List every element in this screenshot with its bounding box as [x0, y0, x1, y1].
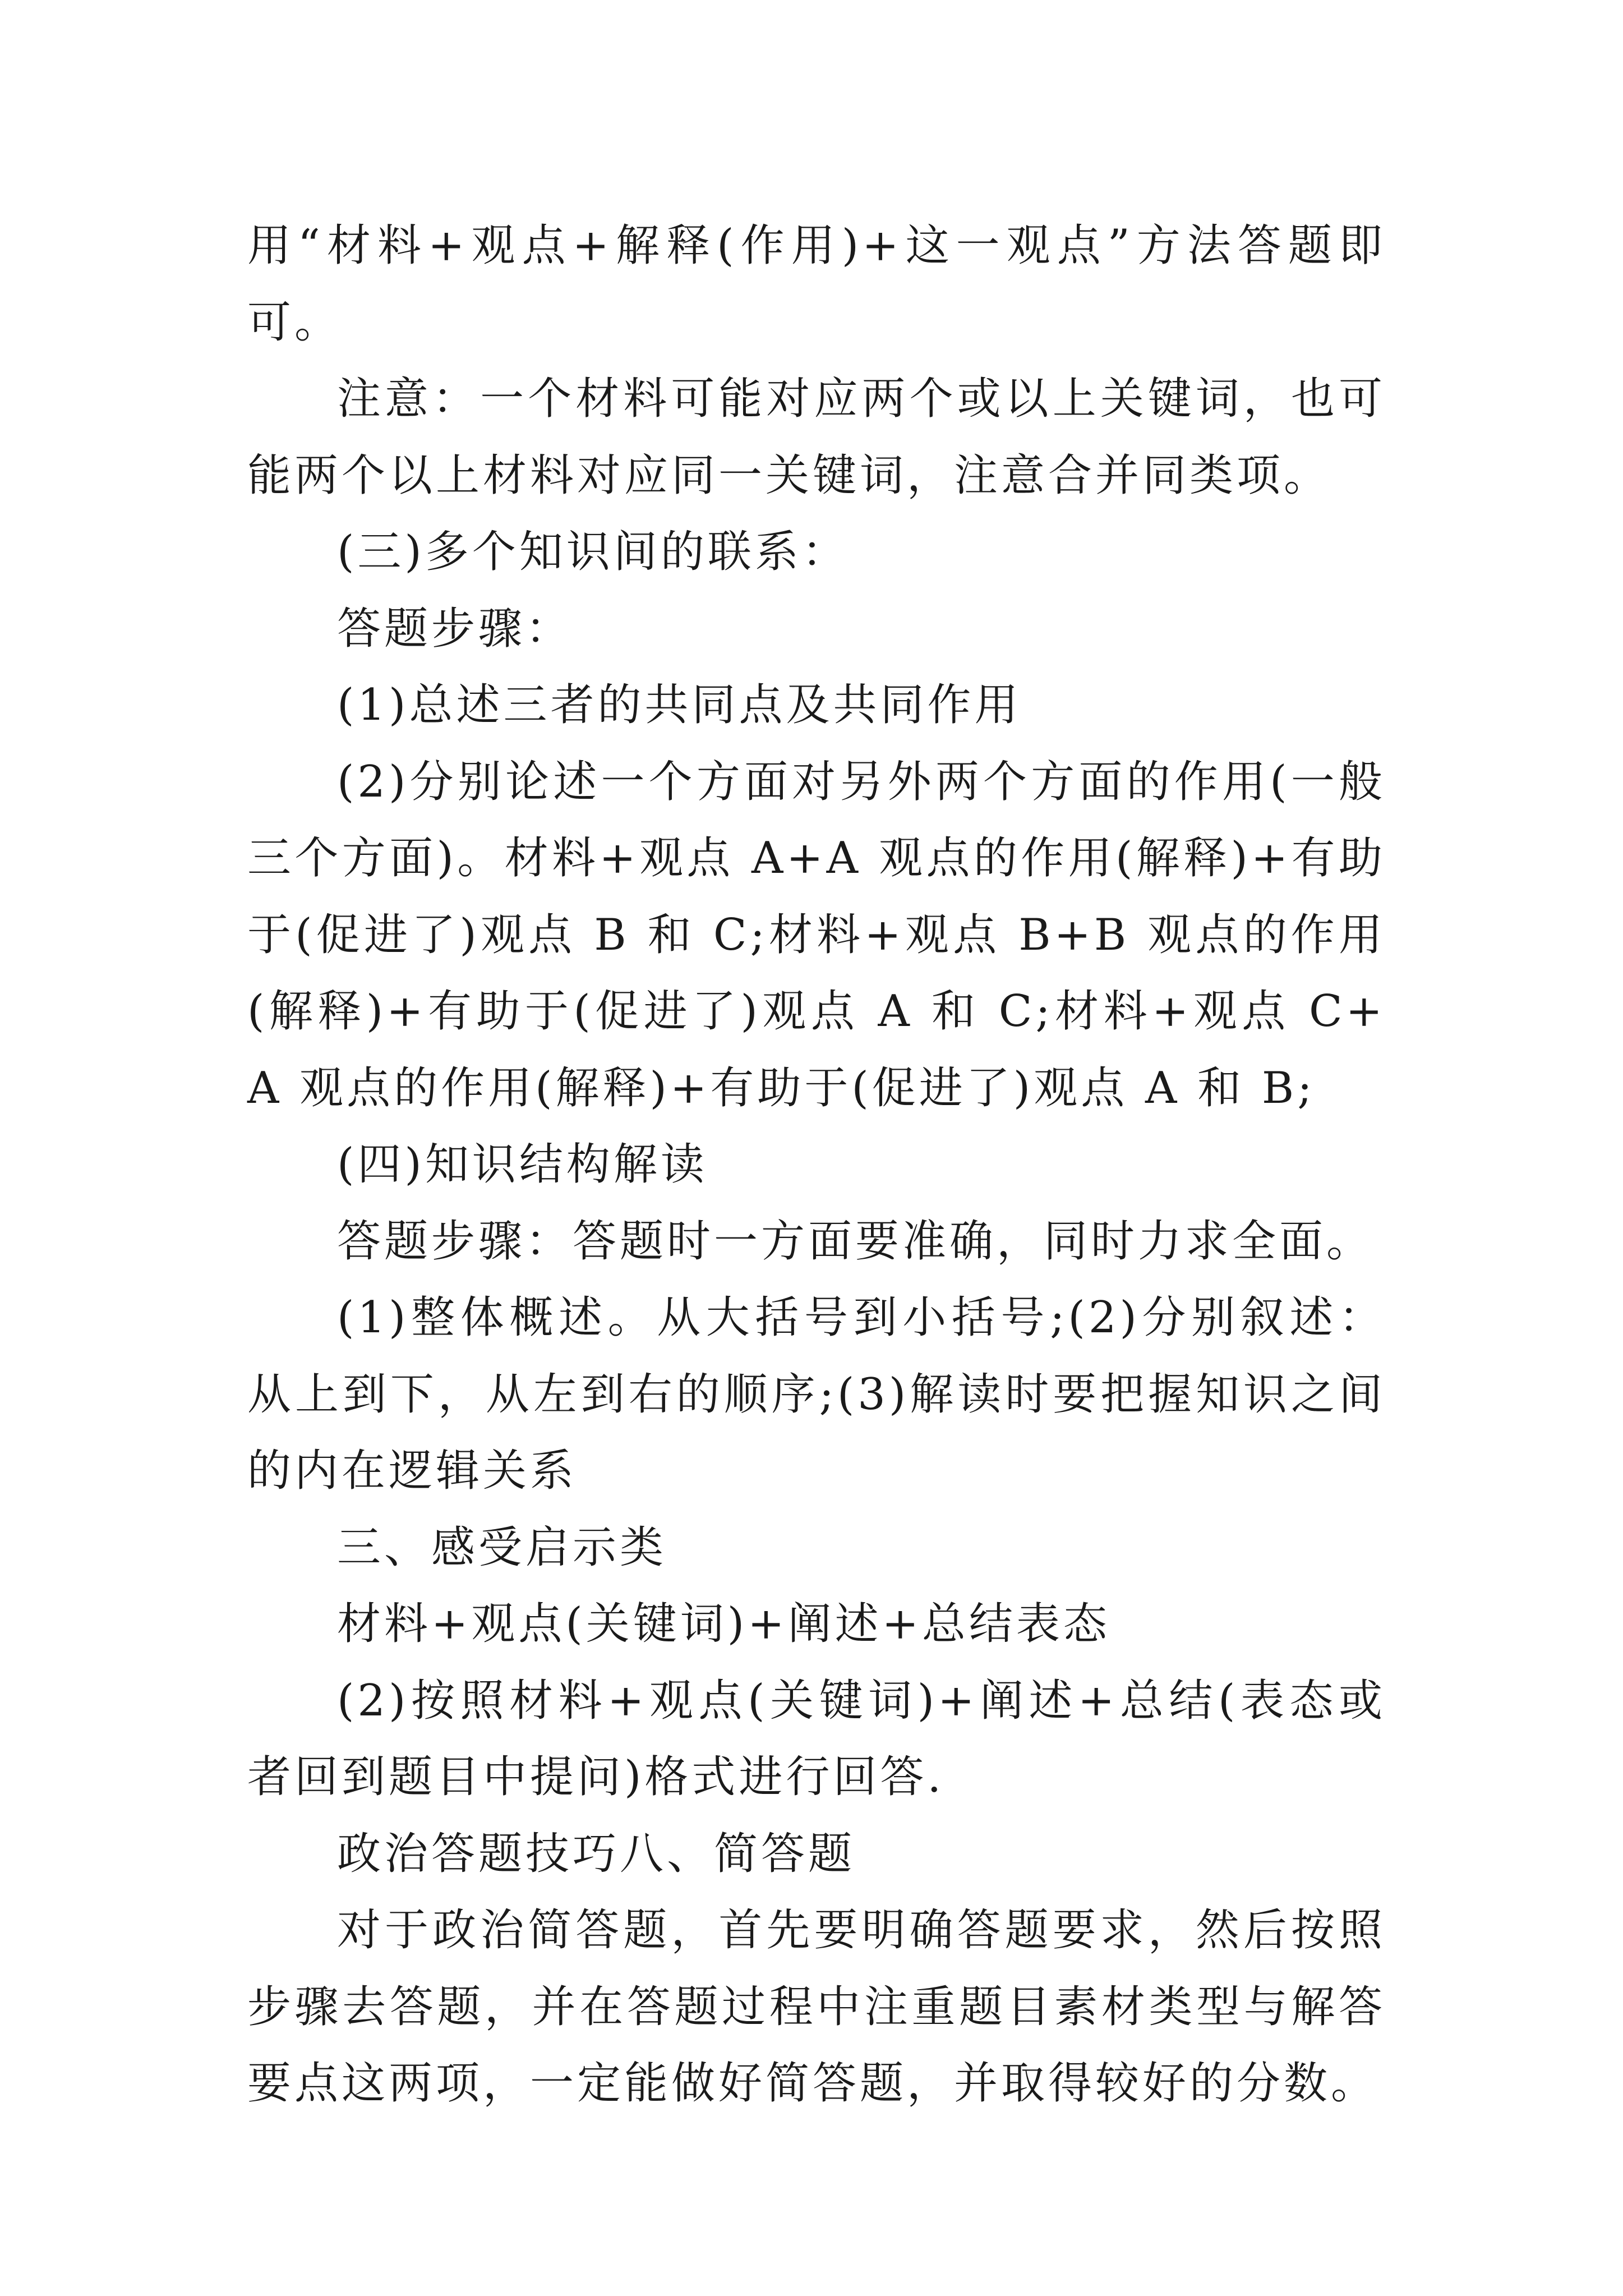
section-heading-3: (三)多个知识间的联系：	[337, 527, 849, 577]
document-body	[247, 208, 1386, 2122]
paragraph-11: 材料+观点(关键词)+阐述+总结表态	[337, 1599, 1110, 1649]
paragraph-1: 用“材料+观点+解释(作用)+这一观点”方法答题即可。	[247, 220, 1386, 348]
section-heading-8: 政治答题技巧八、简答题	[337, 1828, 856, 1879]
paragraph-8: 答题步骤：答题时一方面要准确，同时力求全面。	[337, 1216, 1374, 1267]
paragraph-12: (2)按照材料+观点(关键词)+阐述+总结(表态或者回到题目中提问)格式进行回答.	[247, 1675, 1386, 1802]
paragraph-6: (2)分别论述一个方面对另外两个方面的作用(一般三个方面)。材料+观点 A+A 观点的作用(解释)+有助于(促进了)观点 B 和 C;材料+观点 B+B 观点的作用(解释)+有助于(促进了)观点 A 和 C;材料+观点 C+A 观点的作用(解释)+有助于(促进了)观点 A 和 B;	[247, 756, 1386, 1114]
paragraph-4: 答题步骤：	[337, 603, 573, 654]
section-heading-3-category: 三、感受启示类	[337, 1522, 667, 1573]
paragraph-5: (1)总述三者的共同点及共同作用	[337, 680, 1022, 730]
section-heading-4: (四)知识结构解读	[337, 1139, 708, 1190]
paragraph-9: (1)整体概述。从大括号到小括号;(2)分别叙述：从上到下，从左到右的顺序;(3)解读时要把握知识之间的内在逻辑关系	[247, 1292, 1386, 1496]
paragraph-14: 对于政治简答题，首先要明确答题要求，然后按照步骤去答题，并在答题过程中注重题目素材类型与解答要点这两项，一定能做好简答题，并取得较好的分数。	[247, 1905, 1386, 2109]
paragraph-2: 注意：一个材料可能对应两个或以上关键词，也可能两个以上材料对应同一关键词，注意合并同类项。	[247, 374, 1386, 501]
